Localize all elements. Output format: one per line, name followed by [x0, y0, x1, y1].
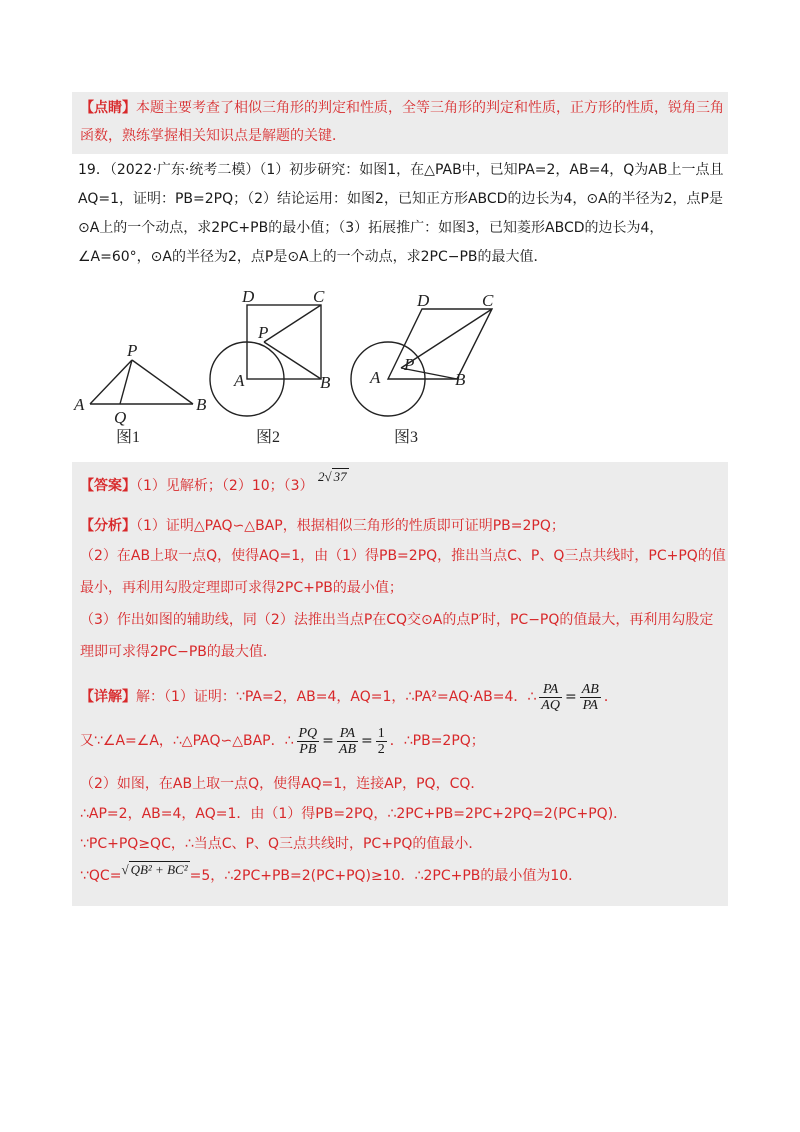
frac-pa-aq: $\frac{PA}{AQ}$ [541, 681, 560, 713]
problem-line-2: AQ=1，证明：PB=2PQ；（2）结论运用：如图2，已知正方形ABCD的边长为4，⊙A的半径为2，点P是 [78, 191, 724, 207]
figures [0, 282, 800, 462]
fig2-label-A: A [234, 371, 245, 390]
detail-line-1: 【详解】 解：（1）证明：∵PA=2，AB=4，AQ=1，∴PA²=AQ·AB=4．∴ $\frac{PA}{AQ}$ = $\frac{AB}{PA}$ ． [80, 681, 618, 713]
frac-one-half: $\frac{1}{2}$ [377, 725, 385, 757]
fig2-label-P: P [258, 323, 269, 342]
frac-pq-pb: $\frac{PQ}{PB}$ [298, 725, 318, 757]
fig1-label-P: P [127, 341, 138, 360]
problem-line-1: 19．（2022·广东·统考二模）（1）初步研究：如图1，在△PAB中，已知PA=2，AB=4，Q为AB上一点且 [78, 162, 724, 178]
fig2-caption: 图2 [256, 429, 281, 446]
fig3-label-C: C [482, 291, 494, 310]
detail-line-6: ∵QC=√ QB² + BC² =5，∴2PC+PB=2(PC+PQ)≥10．∴2PC+PB的最小值为10． [80, 862, 583, 884]
fig3-caption: 图3 [394, 429, 419, 446]
fig3-label-B: B [455, 370, 466, 389]
comment-line-1: 【点睛】本题主要考查了相似三角形的判定和性质，全等三角形的判定和性质，正方形的性质，锐角三角 [80, 100, 724, 116]
fig2-label-C: C [313, 287, 325, 306]
analysis-line-2: （2）在AB上取一点Q，使得AQ=1，由（1）得PB=2PQ，推出当点C、P、Q三点共线时，PC+PQ的值 [80, 548, 726, 564]
figure-1 [90, 360, 193, 404]
detail-line-4: ∴AP=2，AB=4，AQ=1．由（1）得PB=2PQ，∴2PC+PB=2PC+2PQ=2(PC+PQ)． [80, 806, 628, 822]
fig3-label-D: D [417, 291, 430, 310]
problem-line-3: ⊙A上的一个动点，求2PC+PB的最小值；（3）拓展推广：如图3，已知菱形ABCD的边长为4， [78, 220, 664, 236]
detail-line-2: 又∵∠A=∠A，∴△PAQ∽△BAP．∴ $\frac{PQ}{PB}$ = $\frac{PA}{AB}$ = $\frac{1}{2}$ ．∴PB=2PQ； [80, 725, 485, 757]
solution-block [72, 462, 728, 906]
answer-part3-value: 2√ 37 [318, 469, 347, 484]
qc-radical: √ QB² + BC² [121, 862, 188, 877]
fig3-label-P: P [404, 355, 415, 374]
fig2-label-D: D [242, 287, 255, 306]
frac-ab-pa: $\frac{AB}{PA}$ [581, 681, 599, 713]
fig3-label-A: A [370, 368, 381, 387]
analysis-line-1: 【分析】（1）证明△PAQ∽△BAP，根据相似三角形的性质即可证明PB=2PQ； [80, 518, 565, 534]
fig1-caption: 图1 [116, 429, 141, 446]
figure-3 [351, 309, 492, 416]
fig1-label-Q: Q [114, 408, 127, 427]
frac-pa-ab: $\frac{PA}{AB}$ [338, 725, 357, 757]
comment-line-2: 函数，熟练掌握相关知识点是解题的关键． [80, 128, 346, 144]
answer-line: 【答案】（1）见解析；（2）10；（3） 2√ 37 [80, 469, 347, 494]
analysis-line-4: （3）作出如图的辅助线，同（2）法推出当点P在CQ交⊙A的点P′时，PC−PQ的值最大，再利用勾股定 [80, 612, 714, 628]
detail-line-3: （2）如图，在AB上取一点Q，使得AQ=1，连接AP，PQ，CQ． [80, 776, 485, 792]
comment-block [72, 92, 728, 154]
fig1-label-A: A [74, 395, 85, 414]
fig2-label-B: B [320, 373, 331, 392]
fig1-label-B: B [196, 395, 207, 414]
figure-2 [210, 305, 321, 416]
analysis-line-5: 理即可求得2PC−PB的最大值． [80, 644, 277, 660]
problem-line-4: ∠A=60°，⊙A的半径为2，点P是⊙A上的一个动点，求2PC−PB的最大值． [78, 249, 548, 265]
detail-line-5: ∵PC+PQ≥QC，∴当点C、P、Q三点共线时，PC+PQ的值最小． [80, 836, 483, 852]
problem-block [72, 156, 728, 274]
analysis-line-3: 最小，再利用勾股定理即可求得2PC+PB的最小值； [80, 580, 403, 596]
